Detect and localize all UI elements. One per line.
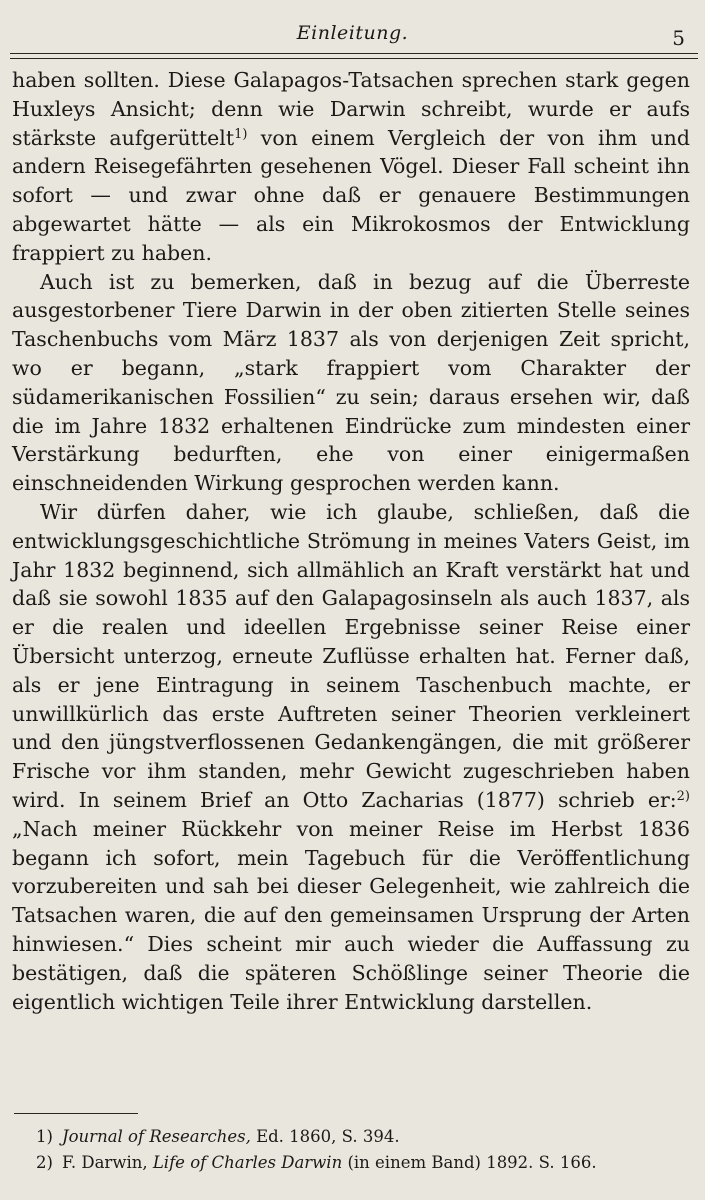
footnote-marker-1: 1) [234, 126, 248, 142]
footnote-number: 1) [36, 1127, 53, 1146]
paragraph-text: Wir dürfen daher, wie ich glaube, schließen, daß die entwicklungsgeschichtliche Strömung in meines Vaters Geist, im Jahr 1832 beginnend, sich allmählich an Kraft verstärkt hat und daß sie sowohl 1835 auf den Galapagosinseln als auch 1837, als er die realen und ideellen Ergebnisse seiner Reise einer Übersicht unterzog, erneute Zuflüsse erhalten hat. Ferner daß, als er jene Eintragung in seinem Taschenbuch machte, er unwillkürlich das erste Auftreten seiner Theorien verkleinert und den jüngstverflossenen Gedankengängen, die mit größerer Frische vor ihm standen, mehr Gewicht zugeschrieben haben wird. In seinem Brief an Otto Zacharias (1877) schrieb er: [12, 499, 690, 812]
body-text [12, 66, 690, 1016]
running-title: Einleitung. [296, 22, 409, 44]
footnote-title: Journal of Researches, [62, 1127, 251, 1146]
paragraph-1 [12, 66, 690, 268]
page-number: 5 [672, 26, 685, 50]
paragraph-text: Auch ist zu bemerken, daß in bezug auf die Überreste ausgestorbener Tiere Darwin in der oben zitierten Stelle seines Taschenbuchs vom März 1837 als von derjenigen Zeit spricht, wo er begann, „stark frappiert vom Charakter der südamerikanischen Fossilien“ zu sein; daraus ersehen wir, daß die im Jahre 1832 erhaltenen Eindrücke zum mindesten einer Verstärkung bedurften, ehe von einer einigermaßen einschneidenden Wirkung gesprochen werden kann. [12, 269, 690, 496]
footnote-text: (in einem Band) 1892. S. 166. [342, 1153, 597, 1172]
footnote-1 [36, 1124, 696, 1150]
footnote-title: Life of Charles Darwin [152, 1153, 343, 1172]
paragraph-3 [12, 498, 690, 1016]
paragraph-text: „Nach meiner Rückkehr von meiner Reise im Herbst 1836 begann ich sofort, mein Tagebuch für die Veröffentlichung vorzubereiten und sah bei dieser Gelegenheit, wie zahlreich die Tatsachen waren, die auf den gemeinsamen Ursprung der Arten hinwiesen.“ Dies scheint mir auch wieder die Auffassung zu bestätigen, daß die späteren Schößlinge seiner Theorie die eigentlich wichtigen Teile ihrer Entwicklung darstellen. [12, 816, 690, 1014]
footnote-2 [36, 1150, 696, 1176]
footnote-author: F. Darwin, [62, 1153, 153, 1172]
footnote-text: Ed. 1860, S. 394. [250, 1127, 400, 1146]
footnotes [36, 1124, 696, 1176]
paragraph-text: haben sollten. Diese Galapagos-Tatsachen sprechen stark gegen Huxleys Ansicht; denn wie Darwin schreibt, wurde er aufs stärkste aufgerüttelt [12, 68, 690, 150]
paragraph-2 [12, 268, 690, 498]
paragraph-text: von einem Vergleich der von ihm und andern Reisegefährten gesehenen Vögel. Dieser Fall scheint ihn sofort — und zwar ohne daß er genauere Bestimmungen abgewartet hätte — als ein Mikrokosmos der Entwicklung frappiert zu haben. [12, 125, 691, 265]
header-double-rule [10, 53, 698, 59]
footnote-number: 2) [36, 1153, 53, 1172]
footnote-rule [14, 1113, 138, 1114]
footnote-marker-2: 2) [676, 788, 690, 804]
running-head [0, 22, 705, 50]
